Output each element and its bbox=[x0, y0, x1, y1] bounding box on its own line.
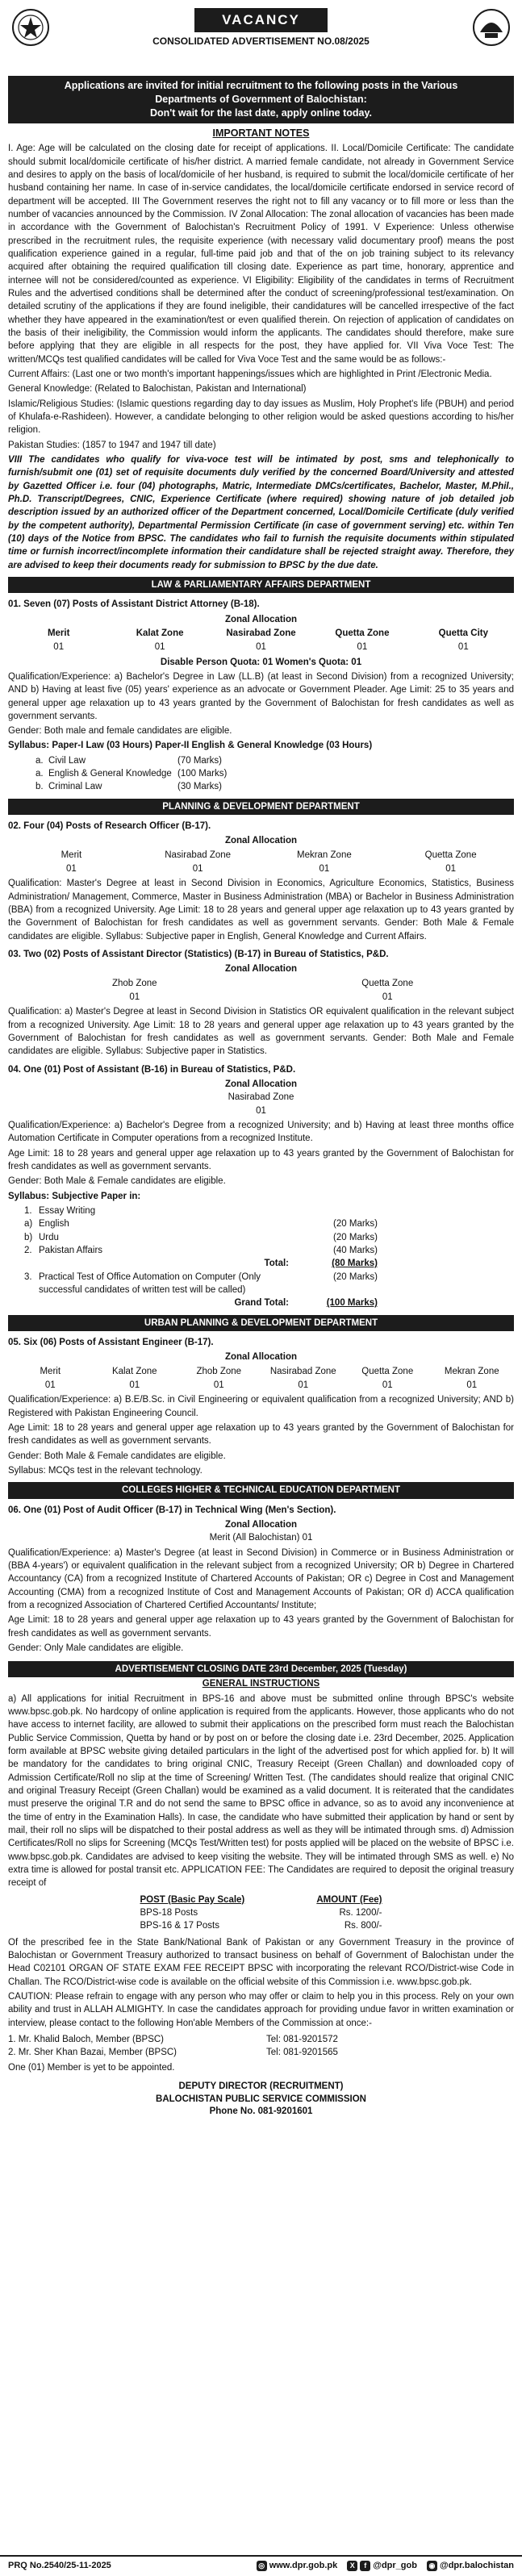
zone-count: 01 bbox=[213, 1380, 224, 1390]
post-06-title: 06. One (01) Post of Audit Officer (B-17) in Technical Wing (Men's Section). bbox=[8, 1505, 336, 1515]
post-05-age-limit: Age Limit: 18 to 28 years and general upper age relaxation up to 43 years granted by the Government of Balochistan for fresh candidates as well as government servants. bbox=[8, 1422, 514, 1447]
zone-name: Quetta City bbox=[438, 628, 488, 638]
syllabus-index: 1. bbox=[24, 1205, 32, 1216]
syllabus-row bbox=[24, 1244, 379, 1257]
post-01-gender: Gender: Both male and female candidates are eligible. bbox=[8, 726, 232, 737]
fee-amount: Rs. 1200/- bbox=[339, 1908, 382, 1918]
signatory-organization: BALOCHISTAN PUBLIC SERVICE COMMISSION bbox=[156, 2094, 366, 2104]
zone-count: 01 bbox=[298, 1380, 309, 1390]
law-department-heading: LAW & PARLIAMENTARY AFFAIRS DEPARTMENT bbox=[8, 577, 514, 593]
zone-name: Nasirabad Zone bbox=[228, 1092, 294, 1103]
post-01-syllabus: Syllabus: Paper-I Law (03 Hours) Paper-II English & General Knowledge (03 Hours) bbox=[8, 741, 373, 751]
zone-count: 01 bbox=[256, 1105, 266, 1116]
globe-icon: ◎ bbox=[257, 2561, 267, 2571]
post-05-title: 05. Six (06) Posts of Assistant Engineer (B-17). bbox=[8, 1337, 214, 1347]
syllabus-index: a) bbox=[24, 1219, 33, 1230]
zone-count: 01 bbox=[53, 642, 65, 653]
zone-name: Mekran Zone bbox=[444, 1366, 499, 1376]
syllabus-row bbox=[24, 1271, 379, 1297]
zone-names-row bbox=[8, 977, 514, 990]
zonal-allocation-heading: Zonal Allocation bbox=[224, 1519, 298, 1530]
banner-line-2: Departments of Government of Balochistan: bbox=[155, 93, 367, 105]
zone-count: 01 bbox=[65, 864, 77, 875]
zonal-allocation-heading: Zonal Allocation bbox=[224, 964, 298, 975]
post-03-qualification: Qualification: a) Master's Degree at least in Second Division in Statistics OR equivalent qualification in the relevant subject from a recognized University. Age Limit: 18 to 28 years and general upper age relaxation up to 43 years granted by the Government of Balochistan for fresh candidates as well as government servants. Gender: Both Male and Female candidates are eligible. Syllabus: Subjective paper in Statistics. bbox=[8, 1007, 514, 1057]
syllabus-index: 3. bbox=[24, 1271, 32, 1282]
zone-count: 01 bbox=[445, 864, 457, 875]
post-04-qualification: Qualification/Experience: a) Bachelor's Degree from a recognized University; and b) Having at least three months office Automation Certificate in Computer operations from a recognized Institute. bbox=[8, 1121, 514, 1144]
syllabus-marks: (20 Marks) bbox=[333, 1232, 378, 1242]
current-affairs-note: Current Affairs: (Last one or two month's important happenings/issues which are highlighted in Print /Electronic Media. bbox=[8, 369, 492, 379]
bottom-bar bbox=[0, 2555, 522, 2576]
syllabus-subject: Essay Writing bbox=[39, 1205, 96, 1216]
fee-row bbox=[140, 1919, 382, 1932]
bpsc-logo-icon bbox=[472, 8, 511, 47]
syllabus-subject: English & General Knowledge bbox=[48, 769, 172, 779]
post-04-age-limit: Age Limit: 18 to 28 years and general upper age relaxation up to 43 years granted by the Government of Balochistan for fresh candidates as well as government servants. bbox=[8, 1148, 514, 1171]
urban-department-heading: URBAN PLANNING & DEVELOPMENT DEPARTMENT bbox=[8, 1315, 514, 1331]
post-02-title: 02. Four (04) Posts of Research Officer (B-17). bbox=[8, 821, 211, 832]
merit-allocation: Merit (All Balochistan) 01 bbox=[209, 1533, 313, 1543]
notes-paragraph: I. Age: Age will be calculated on the closing date for receipt of applications. II. Local/Domicile Certificate: The candidate should submit local/domicile certificate of his/her district. A married female candidate, not already in Government Service and desires to apply on the basis of local/domicile of her husband, is required to submit the local/domicile certificate of her husband containing her name. In case of in-service candidates, the local/domicile certificate endorsed in service record of department will be accepted. III The Government reserves the right not to fill any vacancy or to fill more or less than the number of vacancies announced by the Commission. IV Zonal Allocation: The zonal allocation of vacancies has been made in accordance with the Government of Balochistan's Recruitment Policy of 1991. V Experience: Unless otherwise prescribed in the recruitment rules, the requisite experience (with necessary valid documentary proof) means the post qualification experience gained in a regular, full-time paid job and that of the on job training subject to its relevancy acquired after obtaining the required qualification till closing date. Experience as part time, honorary, apprentice and internee will not be considered/counted as experience. VI Eligibility: Eligibility of the candidates in terms of Recruitment Rules and the advertised conditions shall be determined after the conduct of screening/professional test/examination. On detailed scrutiny of the applications if they are found ineligible, their candidatures will be cancelled irrespective of the fact whether they have appeared in the examination/test or even qualified therein. On rejection of application of candidates on the basis of their ineligibility, the Commission would inform the applicants. The candidates should therefore, make sure before applying that they are eligible in all respects for the post, they have applied for. VII Viva Voce Test: The written/MCQs test qualified candidates will be called for Viva Voce Test and the same would be as follows:- bbox=[8, 144, 514, 365]
member-vacancy-note: One (01) Member is yet to be appointed. bbox=[8, 2062, 175, 2073]
syllabus-marks: (100 Marks) bbox=[177, 769, 228, 779]
zone-count: 01 bbox=[466, 1380, 478, 1390]
zone-counts-row bbox=[8, 991, 514, 1004]
zone-counts-row bbox=[8, 1379, 514, 1392]
syllabus-row bbox=[24, 1204, 379, 1217]
zone-names-row bbox=[8, 849, 514, 862]
islamic-studies-note: Islamic/Religious Studies: (Islamic questions regarding day to day issues as Muslim, Holy Prophet's life (PBUH) and period of Khulafa-e-Rashideen). However, a candidate belonging to other religion would be asked questions according to his/her religion. bbox=[8, 399, 514, 436]
fee-post: BPS-18 Posts bbox=[140, 1908, 198, 1918]
syllabus-index: 2. bbox=[24, 1245, 32, 1255]
x-icon: X bbox=[347, 2561, 357, 2571]
syllabus-marks: (30 Marks) bbox=[177, 782, 222, 792]
fee-deposit-text: Of the prescribed fee in the State Bank/National Bank of Pakistan or any Government Treasury in the province of Balochistan or Government Treasury authorized to transact business on behalf of Government of Balochistan under the Head C02101 ORGAN OF STATE EXAM FEE RECEIPT BPSC with incorporating the relevant RCO/District-wise Code in Challan. The RCO/District-wise code is available on the official website of this Commission i.e. www.bpsc.gob.pk. bbox=[8, 1937, 514, 1987]
zone-name: Zhob Zone bbox=[196, 1366, 242, 1376]
zone-count: 01 bbox=[192, 864, 203, 875]
syllabus-subject: Urdu bbox=[39, 1232, 59, 1242]
syllabus-marks: (100 Marks) bbox=[326, 1298, 378, 1309]
member-name: 2. Mr. Sher Khan Bazai, Member (BPSC) bbox=[8, 2048, 177, 2058]
prq-number: PRQ No.2540/25-11-2025 bbox=[8, 2561, 111, 2571]
zone-count: 01 bbox=[154, 642, 165, 653]
zone-counts-row bbox=[8, 862, 514, 875]
zone-count: 01 bbox=[457, 642, 469, 653]
post-01-qualification: Qualification/Experience: a) Bachelor's Degree in Law (LL.B) (at least in Second Division) from a recognized University; AND b) Having at least five (05) years' experience as an advocate or Government Pleader. Age Limit: 25 to 35 years and general upper age relaxation up to 43 years granted by the Government of Balochistan for fresh candidates as well as government servants. bbox=[8, 671, 514, 721]
banner-line-3: Don't wait for the last date, apply online today. bbox=[150, 106, 372, 119]
post-01-title: 01. Seven (07) Posts of Assistant District Attorney (B-18). bbox=[8, 599, 260, 610]
website-link[interactable] bbox=[257, 2560, 338, 2573]
masthead bbox=[8, 6, 514, 76]
zone-count: 01 bbox=[382, 992, 393, 1003]
balochistan-emblem-icon bbox=[11, 8, 50, 47]
syllabus-row bbox=[35, 780, 514, 793]
banner-line-1: Applications are invited for initial recruitment to the following posts in the Various bbox=[64, 80, 458, 91]
website-text: www.dpr.gob.pk bbox=[269, 2561, 338, 2571]
planning-department-heading: PLANNING & DEVELOPMENT DEPARTMENT bbox=[8, 799, 514, 815]
signatory-designation: DEPUTY DIRECTOR (RECRUITMENT) bbox=[178, 2081, 344, 2091]
zonal-allocation-heading: Zonal Allocation bbox=[224, 1079, 298, 1090]
syllabus-index: a. bbox=[35, 755, 44, 766]
zone-names-row bbox=[8, 1365, 514, 1378]
signatory-phone: Phone No. 081-9201601 bbox=[209, 2106, 313, 2117]
pakistan-studies-note: Pakistan Studies: (1857 to 1947 and 1947 till date) bbox=[8, 440, 216, 450]
instagram-icon: ◉ bbox=[427, 2561, 437, 2571]
general-knowledge-note: General Knowledge: (Related to Balochistan, Pakistan and International) bbox=[8, 384, 307, 395]
member-row bbox=[8, 2033, 514, 2046]
syllabus-marks: (70 Marks) bbox=[177, 755, 222, 766]
general-instructions-heading: GENERAL INSTRUCTIONS bbox=[202, 1679, 320, 1689]
facebook-icon: f bbox=[360, 2561, 370, 2571]
post-05-gender: Gender: Both Male & Female candidates are eligible. bbox=[8, 1451, 226, 1461]
syllabus-marks bbox=[297, 1204, 378, 1217]
social-handle-2[interactable] bbox=[427, 2560, 514, 2573]
post-01-syllabus-table bbox=[35, 754, 514, 794]
syllabus-index bbox=[24, 1296, 39, 1309]
syllabus-subject: Pakistan Affairs bbox=[39, 1245, 103, 1255]
syllabus-subject: Total: bbox=[264, 1259, 289, 1269]
post-03-title: 03. Two (02) Posts of Assistant Director (Statistics) (B-17) in Bureau of Statistics, P&D. bbox=[8, 950, 389, 960]
zone-count: 01 bbox=[357, 642, 368, 653]
post-06-gender: Gender: Only Male candidates are eligible. bbox=[8, 1643, 184, 1653]
zonal-allocation-heading: Zonal Allocation bbox=[224, 836, 298, 846]
post-04-title: 04. One (01) Post of Assistant (B-16) in Bureau of Statistics, P&D. bbox=[8, 1064, 296, 1075]
post-05-syllabus: Syllabus: MCQs test in the relevant technology. bbox=[8, 1465, 203, 1476]
zone-count: 01 bbox=[44, 1380, 56, 1390]
zone-count: 01 bbox=[382, 1380, 393, 1390]
zone-names-row bbox=[8, 627, 514, 640]
syllabus-index: a. bbox=[35, 769, 44, 779]
closing-date-bar: ADVERTISEMENT CLOSING DATE 23rd December, 2025 (Tuesday) bbox=[8, 1661, 514, 1677]
member-row bbox=[8, 2046, 514, 2059]
vacancy-title: VACANCY bbox=[194, 8, 328, 32]
syllabus-subject: Civil Law bbox=[48, 755, 86, 766]
quota-line: Disable Person Quota: 01 Women's Quota: 01 bbox=[160, 657, 362, 667]
syllabus-index bbox=[24, 1257, 39, 1270]
advertisement-number: CONSOLIDATED ADVERTISEMENT NO.08/2025 bbox=[152, 35, 370, 48]
syllabus-marks: (20 Marks) bbox=[333, 1271, 378, 1282]
post-02-qualification: Qualification: Master's Degree at least in Second Division in Economics, Agriculture Economics, Statistics, Business Administration/ Management, Commerce, Master in Business Administration (MBA) or Bachelor in Business Administration (BBA) from a recognized University. Age Limit: 18 to 28 years and general upper age relaxation up to 43 years granted by the Government of Balochistan for fresh candidates as well as government servants. Gender: Both Male & Female candidates are eligible. Syllabus: Subjective paper in English, General Knowledge and Current Affairs. bbox=[8, 879, 514, 941]
syllabus-subject: Grand Total: bbox=[234, 1298, 289, 1309]
post-06-age-limit: Age Limit: 18 to 28 years and general upper age relaxation up to 43 years granted by the Government of Balochistan for fresh candidates as well as government servants. bbox=[8, 1615, 514, 1639]
zone-name: Kalat Zone bbox=[111, 1366, 157, 1376]
members-list bbox=[8, 2033, 514, 2060]
zone-name: Nasirabad Zone bbox=[226, 628, 296, 638]
syllabus-index: b. bbox=[35, 782, 44, 792]
zone-name: Merit bbox=[61, 850, 82, 860]
important-notes-heading: IMPORTANT NOTES bbox=[212, 127, 310, 139]
zone-count: 01 bbox=[256, 642, 266, 653]
zone-count: 01 bbox=[319, 864, 330, 875]
intro-banner bbox=[8, 76, 514, 123]
syllabus-row bbox=[35, 754, 514, 767]
zone-counts-row bbox=[8, 641, 514, 653]
syllabus-marks: (20 Marks) bbox=[333, 1219, 378, 1230]
syllabus-row bbox=[24, 1217, 379, 1230]
syllabus-subject: Practical Test of Office Automation on Computer (Only successful candidates of written test will be called) bbox=[39, 1271, 261, 1295]
zone-name: Quetta Zone bbox=[335, 628, 390, 638]
member-name: 1. Mr. Khalid Baloch, Member (BPSC) bbox=[8, 2035, 165, 2045]
fee-header-amount: AMOUNT (Fee) bbox=[316, 1894, 382, 1905]
fee-post: BPS-16 & 17 Posts bbox=[140, 1921, 219, 1931]
zone-count: 01 bbox=[129, 992, 140, 1003]
zone-name: Quetta Zone bbox=[361, 978, 414, 988]
fee-table bbox=[140, 1893, 382, 1933]
zone-name: Quetta Zone bbox=[424, 850, 477, 860]
post-04-syllabus-table bbox=[24, 1204, 379, 1310]
member-phone: Tel: 081-9201565 bbox=[266, 2048, 338, 2058]
fee-amount: Rs. 800/- bbox=[344, 1921, 382, 1931]
caution-text: CAUTION: Please refrain to engage with any person who may offer or claim to help you in this process. Rely on your own ability and trust in ALLAH ALMIGHTY. In case the candidates approach for providing undue favor in written examination or interview, please contact to the following Hon'able Members of the Commission at once:- bbox=[8, 1992, 514, 2028]
handle-text: @dpr.balochistan bbox=[439, 2561, 514, 2571]
zone-name: Merit bbox=[47, 628, 70, 638]
post-05-qualification: Qualification/Experience: a) B.E/B.Sc. in Civil Engineering or equivalent qualification from a recognized University; AND b) Registered with Pakistan Engineering Council. bbox=[8, 1395, 514, 1418]
documents-note: VIII The candidates who qualify for viva-voce test will be intimated by post, sms and telephonically to furnish/submit one (01) set of requisite documents duly verified by the concerned Board/University and attested by Gazetted Officer i.e. four (04) photographs, Matric, Intermediate DMCs/certificates, Bachelor, Master, M.Phil., Ph.D. Transcript/Degrees, CNIC, Experience Certificate (where required) showing nature of job detailed job description issued by an authorized officer of the Department concerned, Local/Domicile Certificate (duly verified by the competent authority), Departmental Permission Certificate (in case of government serving) etc. within Ten (10) days of the Notice from BPSC. The candidates who fail to furnish the requisite documents within stipulated time or furnish incorrect/incomplete information their candidature shall be rejected straight away. Therefore, they are advised to keep their documents ready for submission to BPSC by the due date. bbox=[8, 454, 514, 570]
social-handle-1[interactable] bbox=[347, 2560, 417, 2573]
zonal-allocation-heading: Zonal Allocation bbox=[224, 614, 298, 624]
post-06-qualification: Qualification/Experience: a) Master's Degree (at least in Second Division) in Commerce or in Business Administration or (BBA 4-years') or equivalent qualification in the relevant subject from a recognized University; OR b) Degree in Chartered Accountancy (CA) from a recognized Institute of Chartered Accounts of Pakistan; OR c) Degree in Cost and Management Accounting (CMA) from a recognized Institute of Cost and Management Accounts of Pakistan; OR d) ACCA qualification from a recognized Association of Chartered Certified Accountants/ Institute; bbox=[8, 1547, 514, 1610]
syllabus-marks: (40 Marks) bbox=[333, 1245, 378, 1255]
fee-header-post: POST (Basic Pay Scale) bbox=[140, 1894, 245, 1905]
syllabus-index: b) bbox=[24, 1232, 33, 1242]
zone-name: Merit bbox=[40, 1366, 61, 1376]
signature-block bbox=[8, 2081, 514, 2119]
colleges-department-heading: COLLEGES HIGHER & TECHNICAL EDUCATION DEPARTMENT bbox=[8, 1482, 514, 1498]
syllabus-row bbox=[35, 767, 514, 780]
syllabus-marks: (80 Marks) bbox=[332, 1259, 378, 1269]
zone-name: Zhob Zone bbox=[111, 978, 157, 988]
zone-count: 01 bbox=[129, 1380, 140, 1390]
zone-name: Kalat Zone bbox=[136, 628, 184, 638]
syllabus-grand-total-row bbox=[24, 1296, 379, 1309]
post-04-gender: Gender: Both Male & Female candidates are eligible. bbox=[8, 1176, 226, 1187]
syllabus-row bbox=[24, 1231, 379, 1244]
post-04-syllabus: Syllabus: Subjective Paper in: bbox=[8, 1191, 141, 1201]
zonal-allocation-heading: Zonal Allocation bbox=[224, 1352, 298, 1363]
fee-row bbox=[140, 1906, 382, 1919]
member-phone: Tel: 081-9201572 bbox=[266, 2035, 338, 2045]
zone-name: Nasirabad Zone bbox=[165, 850, 232, 860]
zone-name: Mekran Zone bbox=[296, 850, 352, 860]
general-instructions-text: a) All applications for initial Recruitment in BPS-16 and above must be submitted online through BPSC's website www.bpsc.gob.pk. No hardcopy of online application is required from the applicants. However, those applicants who do not have access to internet facility, are allowed to submit their applications on the prescribed form must reach the Balochistan Public Service Commission, Quetta by hand or by post on or before the closing date i.e. 23rd December, 2025. Application form available at BPSC website giving detailed particulars in the light of the advertised post for which applied for. b) It will be mandatory for the candidates to bring original CNIC, Treasury Receipt (Green Challan) and downloaded copy of Admission Certificate/Roll no slip at the time of Screening/ Written Test. (The candidates should realize that original CNIC and original Treasury Receipt (Green Challan) would be examined as a valid document. It is reiterated that the candidates must preserve the original T.R and do not send the same to BPSC office in advance, so as to avoid any inconvenience at the time of entry in the Examination Halls). In case, the candidate who have submitted their application by hand or sent by mail, their roll no slips will be dispatched to their postal address as well as they will be intimated through sms. d) Admission Certificates/Roll no slips for Screening (MCQs Test/Written test) for posts applied will be placed on the website of BPSC i.e. www.bpsc.gob.pk. Candidates are advised to keep visiting the website. They will be intimated through SMS as well. e) No extra time is allowed for postal transit etc. APPLICATION FEE: The Candidates are required to deposit the original treasury receipt of bbox=[8, 1693, 514, 1889]
syllabus-total-row bbox=[24, 1257, 379, 1270]
fee-header-row bbox=[140, 1893, 382, 1906]
syllabus-subject: English bbox=[39, 1219, 69, 1230]
zone-name: Nasirabad Zone bbox=[269, 1366, 336, 1376]
handle-text: @dpr_gob bbox=[373, 2561, 417, 2571]
syllabus-subject: Criminal Law bbox=[48, 782, 102, 792]
zone-name: Quetta Zone bbox=[361, 1366, 414, 1376]
